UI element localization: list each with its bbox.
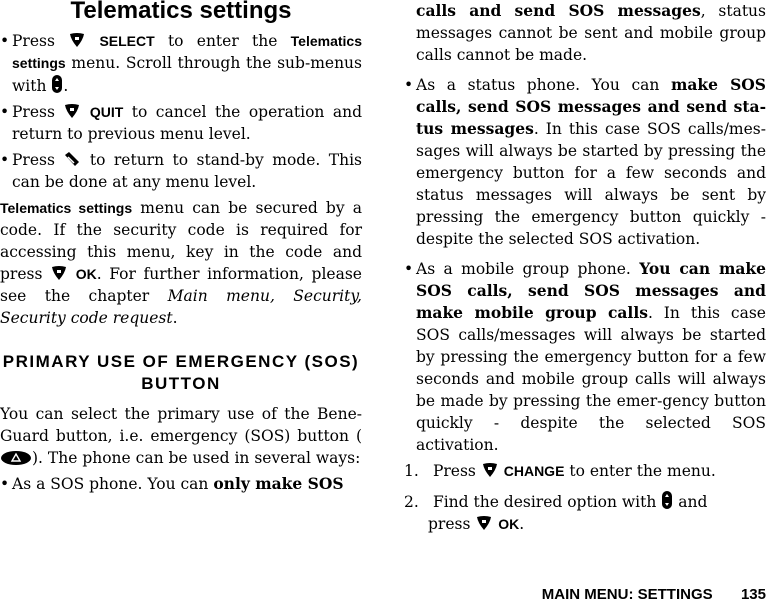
quit-key-icon — [63, 102, 81, 120]
page-footer — [506, 586, 766, 603]
bullet-sos-phone: • As a SOS phone. You can only make SOS — [12, 473, 362, 495]
ok-key-icon — [475, 514, 493, 532]
bullet-quit: • Press QUIT to cancel the operation and return to previous menu level. — [12, 101, 362, 145]
footer-section: MAIN MENU: SETTINGS — [541, 586, 713, 603]
page-number: 135 — [740, 586, 766, 603]
change-key-icon — [481, 461, 499, 479]
security-paragraph: Telematics settings menu can be secured by a code. If the security code is required for accessing this menu, key in the code and press OK. For further information, please see the chapter Main menu, Security, Security code request. — [0, 199, 362, 327]
emergency-button-icon — [0, 450, 32, 466]
bullet-select: • Press SELECT to enter the Telematics settings menu. Scroll through the sub-menus with . — [12, 30, 362, 97]
select-key-icon — [68, 31, 86, 49]
sos-continuation: calls and send SOS messages, status messages cannot be sent and mobile group calls cannot be made. — [416, 1, 766, 64]
scroll-key-icon — [51, 74, 63, 94]
intro-paragraph: You can select the primary use of the Bene-Guard button, i.e. emergency (SOS) button (). The phone can be used in several ways: — [0, 405, 362, 467]
bullet-standby: • Press to return to stand-by mode. This can be done at any menu level. — [12, 149, 362, 193]
ok-key-icon — [50, 264, 68, 282]
right-column — [404, 0, 766, 543]
left-column — [0, 0, 362, 499]
end-call-key-icon — [63, 150, 81, 168]
bullet-mobile-group-phone: • As a mobile group phone. You can make SOS calls, send SOS messages and make mobile group calls. In this case SOS calls/messages will always be started by pressing the emergency button for a few seconds and mobile group calls will always be made by pressing the emer-gency button quickly - despite the selected SOS activation. — [416, 258, 766, 456]
page-title: Telematics settings — [70, 0, 292, 24]
scroll-key-icon — [661, 490, 673, 510]
bullet-status-phone: • As a status phone. You can make SOS calls, send SOS messages and send sta-tus messages. In this case SOS calls/mes-sages will always be started by pressing the emergency button for a few seconds and status messages will always be sent by pressing the emergency button quickly - despite the selected SOS activation. — [416, 74, 766, 250]
step-1: 1. Press CHANGE to enter the menu. — [404, 462, 716, 480]
step-2: 2. Find the desired option with and press OK. — [404, 490, 766, 535]
section-heading: PRIMARY USE OF EMERGENCY (SOS) BUTTON — [2, 352, 360, 393]
